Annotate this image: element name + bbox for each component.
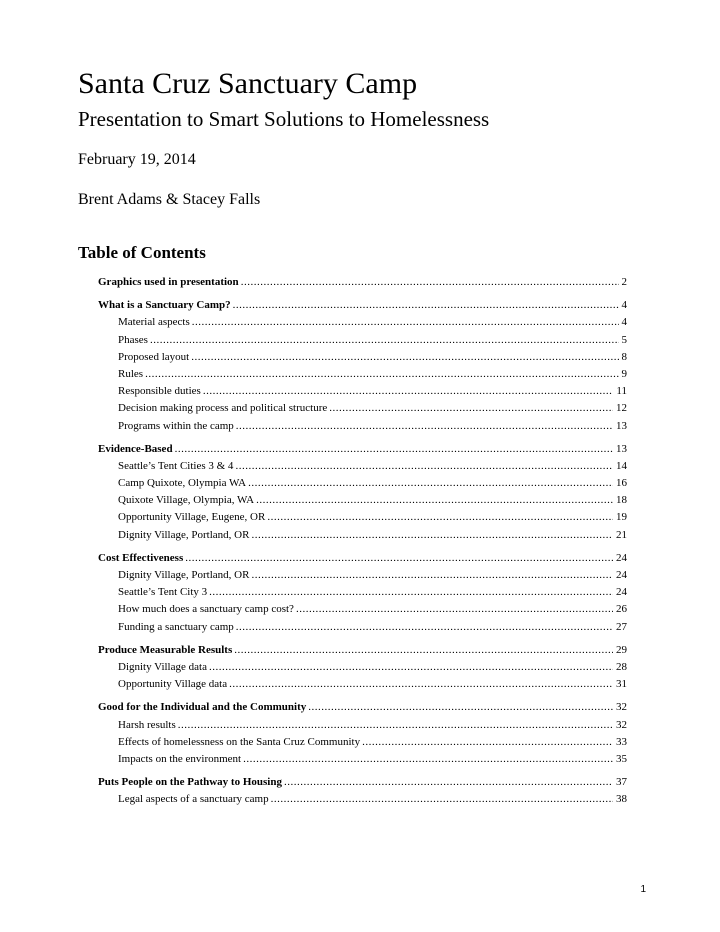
toc-subsection-entry[interactable] [118,366,627,383]
toc-dot-leader [203,383,614,400]
toc-entry-label: Responsible duties [118,385,201,398]
toc-dot-leader [209,659,613,676]
toc-entry-label: What is a Sanctuary Camp? [98,299,231,312]
toc-entry-page: 27 [616,620,627,633]
toc-entry-page: 5 [621,333,627,346]
toc-entry-label: Dignity Village, Portland, OR [118,569,250,581]
toc-dot-leader [178,717,613,734]
toc-entry-page: 31 [616,678,627,691]
toc-section-entry[interactable] [98,441,627,458]
toc-entry-label: Decision making process and political structure [118,402,328,415]
toc-entry-page: 24 [616,551,627,564]
toc-entry-label: Seattle’s Tent Cities 3 & 4 [118,459,234,472]
toc-subsection-entry[interactable] [118,349,627,366]
toc-dot-leader [233,297,619,314]
toc-entry-page: 37 [616,776,627,789]
toc-entry-label: Dignity Village, Portland, OR [118,528,250,541]
toc-section [0,550,720,636]
toc-section-entry[interactable] [98,774,627,791]
toc-entry-label: Phases [118,333,148,346]
toc-entry-label: Quixote Village, Olympia, WA [118,494,255,507]
toc-section-entry[interactable] [98,642,627,659]
document-title: Santa Cruz Sanctuary Camp [78,67,418,100]
toc-entry-page: 2 [621,276,627,288]
toc-entry-label: Impacts on the environment [118,752,242,765]
toc-section [0,297,720,435]
toc-entry-page: 35 [616,752,627,765]
toc-entry-page: 4 [621,299,627,312]
toc-entry-label: Puts People on the Pathway to Housing [98,776,282,789]
toc-heading: Table of Contents [78,243,206,262]
toc-dot-leader [175,441,613,458]
toc-dot-leader [248,475,613,492]
toc-dot-leader [362,734,613,751]
toc-dot-leader [284,774,613,791]
toc-entry-label: Rules [118,367,144,380]
toc-entry-page: 29 [616,643,627,656]
toc-dot-leader [267,509,613,526]
toc-entry-page: 12 [616,402,627,415]
toc-entry-label: Cost Effectiveness [98,551,184,564]
toc-dot-leader [256,492,613,509]
toc-entry-label: Opportunity Village, Eugene, OR [118,511,266,524]
toc-entry-label: Produce Measurable Results [98,643,233,656]
toc-dot-leader [192,314,619,331]
toc-dot-leader [150,332,619,349]
toc-entry-label: Funding a sanctuary camp [118,620,234,633]
toc-section [0,699,720,768]
toc-subsection-entry[interactable] [118,734,627,751]
toc-entry-page: 11 [616,385,627,398]
toc-entry-label: Graphics used in presentation [98,276,239,288]
toc-section [0,642,720,694]
toc-entry-label: Effects of homelessness on the Santa Cruz Community [118,735,361,748]
toc-section [0,441,720,544]
toc-entry-label: Harsh results [118,718,176,731]
toc-subsection-entry[interactable] [118,601,627,618]
table-of-contents [0,268,720,808]
toc-dot-leader [251,567,613,584]
toc-entry-page: 21 [616,528,627,541]
toc-dot-leader [308,699,613,716]
toc-entry-label: Seattle’s Tent City 3 [118,586,208,599]
toc-subsection-entry[interactable] [118,791,627,808]
toc-entry-page: 24 [616,586,627,599]
toc-entry-label: Material aspects [118,316,190,329]
toc-entry-label: How much does a sanctuary camp cost? [118,603,294,616]
toc-subsection-entry[interactable] [118,332,627,349]
toc-dot-leader [191,349,618,366]
toc-dot-leader [209,584,613,601]
toc-entry-page: 14 [616,459,627,472]
toc-dot-leader [185,550,613,567]
toc-entry-label: Dignity Village data [118,660,207,673]
toc-entry-page: 8 [621,350,627,363]
toc-subsection-entry[interactable] [118,314,627,331]
toc-entry-page: 18 [616,494,627,507]
toc-dot-leader [236,619,613,636]
toc-entry-page: 32 [616,701,627,714]
toc-subsection-entry[interactable] [118,717,627,734]
toc-subsection-entry[interactable] [118,751,627,768]
toc-subsection-entry[interactable] [118,676,627,693]
toc-subsection-entry[interactable] [118,400,627,417]
toc-entry-page: 13 [616,419,627,432]
document-subtitle: Presentation to Smart Solutions to Homelessness [78,107,490,131]
toc-entry-label: Camp Quixote, Olympia WA [118,477,247,490]
toc-section-entry[interactable] [98,699,627,716]
toc-subsection-entry[interactable] [118,492,627,509]
page-number: 1 [640,884,646,895]
toc-entry-page: 16 [616,477,627,490]
toc-subsection-entry[interactable] [118,475,627,492]
toc-dot-leader [251,527,613,544]
toc-subsection-entry[interactable] [118,383,627,400]
toc-dot-leader [329,400,613,417]
toc-entry-page: 13 [616,442,627,455]
toc-entry-label: Evidence-Based [98,442,173,455]
toc-section-entry[interactable] [98,550,627,567]
toc-entry-page: 33 [616,735,627,748]
toc-entry-page: 28 [616,660,627,673]
toc-entry-page: 24 [616,569,627,581]
toc-dot-leader [234,642,613,659]
toc-dot-leader [241,274,619,291]
toc-subsection-entry[interactable] [118,584,627,601]
toc-subsection-entry[interactable] [118,418,627,435]
toc-dot-leader [145,366,618,383]
toc-subsection-entry[interactable] [118,659,627,676]
document-date: February 19, 2014 [78,151,196,168]
toc-dot-leader [296,601,613,618]
toc-dot-leader [271,791,613,808]
toc-entry-label: Proposed layout [118,350,190,363]
toc-section [0,774,720,808]
toc-subsection-entry[interactable] [118,509,627,526]
toc-entry-label: Legal aspects of a sanctuary camp [118,793,269,806]
toc-section-entry[interactable] [98,297,627,314]
toc-subsection-entry[interactable] [118,527,627,544]
toc-entry-label: Programs within the camp [118,419,234,432]
toc-subsection-entry[interactable] [118,619,627,636]
toc-entry-label: Opportunity Village data [118,678,228,691]
toc-dot-leader [235,458,613,475]
toc-dot-leader [229,676,613,693]
toc-entry-label: Good for the Individual and the Community [98,701,307,714]
toc-subsection-entry[interactable] [118,567,627,584]
toc-entry-page: 26 [616,603,627,616]
toc-dot-leader [236,418,613,435]
document-authors: Brent Adams & Stacey Falls [78,191,261,208]
toc-section-entry[interactable] [98,274,627,291]
toc-dot-leader [243,751,613,768]
toc-section [0,274,720,291]
toc-entry-page: 32 [616,718,627,731]
toc-entry-page: 4 [621,316,627,329]
toc-entry-page: 38 [616,793,627,806]
toc-entry-page: 9 [621,367,627,380]
toc-subsection-entry[interactable] [118,458,627,475]
toc-entry-page: 19 [616,511,627,524]
